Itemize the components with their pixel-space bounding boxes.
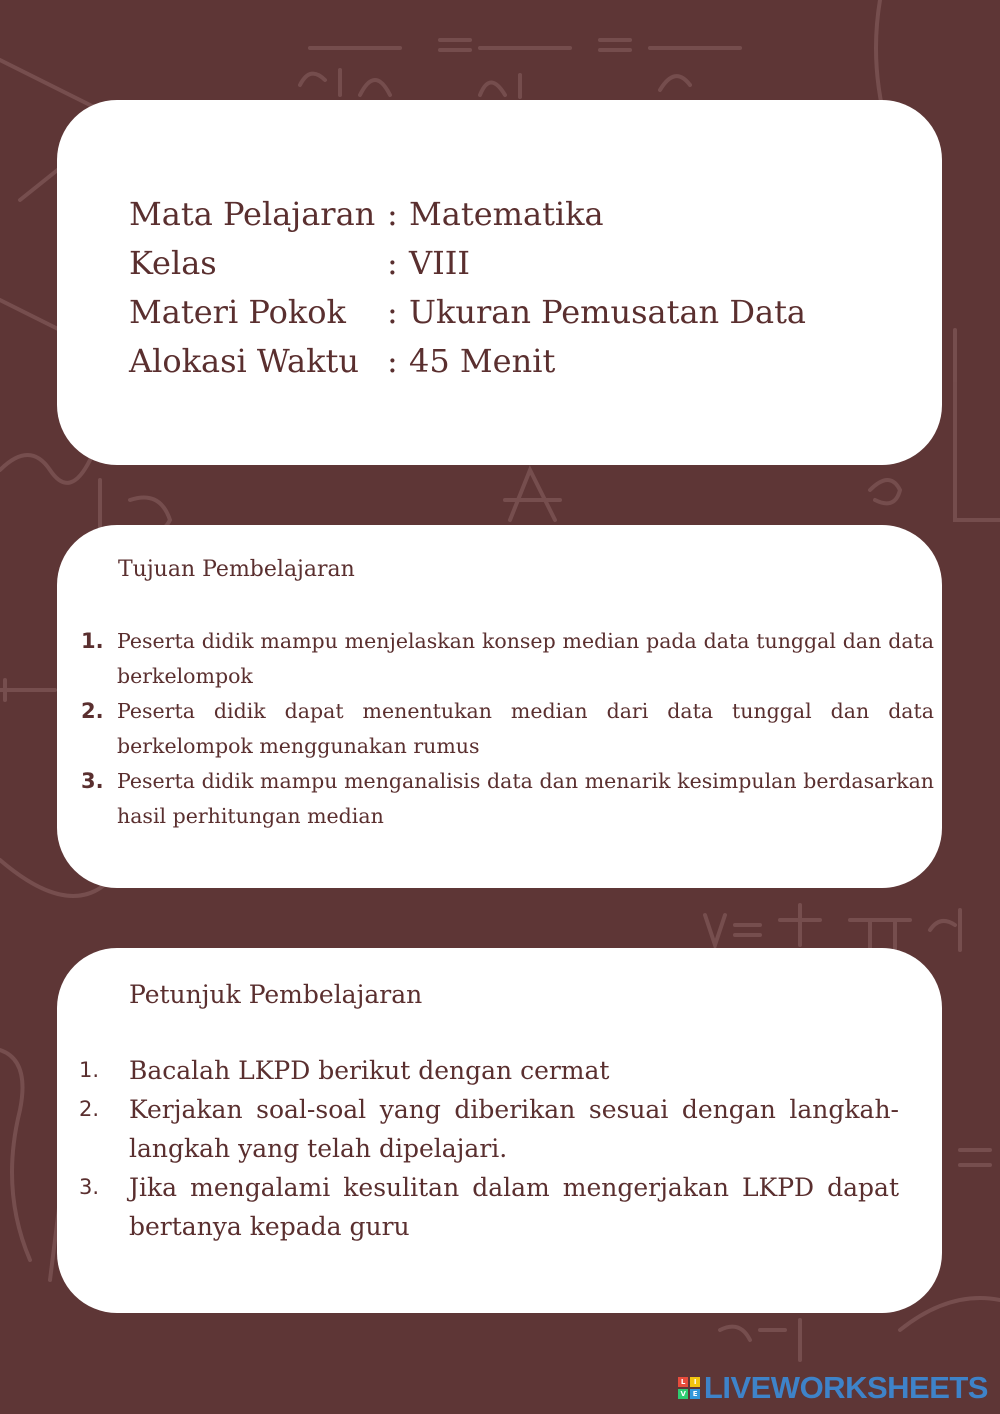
list-number: 2.: [81, 699, 104, 723]
list-number: 2.: [79, 1097, 100, 1121]
identity-separator: :: [387, 293, 398, 331]
list-number: 1.: [79, 1058, 100, 1082]
learning-instructions-title: Petunjuk Pembelajaran: [129, 980, 423, 1009]
list-text: Kerjakan soal-soal yang diberikan sesuai dengan langkah-langkah yang telah dipelajari.: [129, 1095, 899, 1163]
list-item: [81, 624, 934, 694]
lesson-identity-table: [129, 190, 806, 386]
identity-value: Ukuran Pemusatan Data: [409, 293, 806, 331]
identity-row-class: [129, 239, 806, 288]
identity-value: VIII: [409, 244, 471, 282]
list-text: Peserta didik mampu menjelaskan konsep median pada data tunggal dan data berkelompok: [117, 629, 934, 688]
liveworksheets-watermark: [678, 1370, 988, 1406]
watermark-text: LIVEWORKSHEETS: [703, 1370, 988, 1405]
lesson-identity-card: [57, 100, 942, 465]
identity-row-topic: [129, 288, 806, 337]
list-text: Jika mengalami kesulitan dalam mengerjakan LKPD dapat bertanya kepada guru: [129, 1173, 899, 1241]
identity-separator: :: [387, 195, 398, 233]
logo-letter: V: [678, 1389, 688, 1399]
learning-goals-card: [57, 525, 942, 888]
identity-row-subject: [129, 190, 806, 239]
identity-label: Materi Pokok: [129, 293, 346, 331]
list-item: [79, 1051, 899, 1090]
learning-instructions-card: [57, 948, 942, 1313]
identity-separator: :: [387, 342, 398, 380]
learning-goals-title: Tujuan Pembelajaran: [118, 557, 355, 582]
list-item: [79, 1168, 899, 1246]
list-item: [81, 694, 934, 764]
logo-letter: L: [678, 1377, 688, 1387]
logo-letter: I: [690, 1377, 700, 1387]
liveworksheets-logo-icon: [678, 1377, 700, 1399]
identity-label: Kelas: [129, 244, 217, 282]
identity-label: Alokasi Waktu: [129, 342, 359, 380]
list-number: 1.: [81, 629, 104, 653]
identity-value: Matematika: [409, 195, 604, 233]
identity-separator: :: [387, 244, 398, 282]
logo-letter: E: [690, 1389, 700, 1399]
list-number: 3.: [79, 1175, 100, 1199]
list-text: Peserta didik dapat menentukan median dari data tunggal dan data berkelompok menggunakan rumus: [117, 699, 934, 758]
identity-label: Mata Pelajaran: [129, 195, 376, 233]
list-item: [81, 764, 934, 834]
identity-row-time: [129, 337, 806, 386]
list-item: [79, 1090, 899, 1168]
identity-value: 45 Menit: [409, 342, 556, 380]
learning-instructions-list: [79, 1051, 899, 1246]
learning-goals-list: [81, 624, 934, 834]
list-number: 3.: [81, 769, 104, 793]
list-text: Bacalah LKPD berikut dengan cermat: [129, 1056, 610, 1085]
list-text: Peserta didik mampu menganalisis data dan menarik kesimpulan berdasarkan hasil perhitungan median: [117, 769, 934, 828]
